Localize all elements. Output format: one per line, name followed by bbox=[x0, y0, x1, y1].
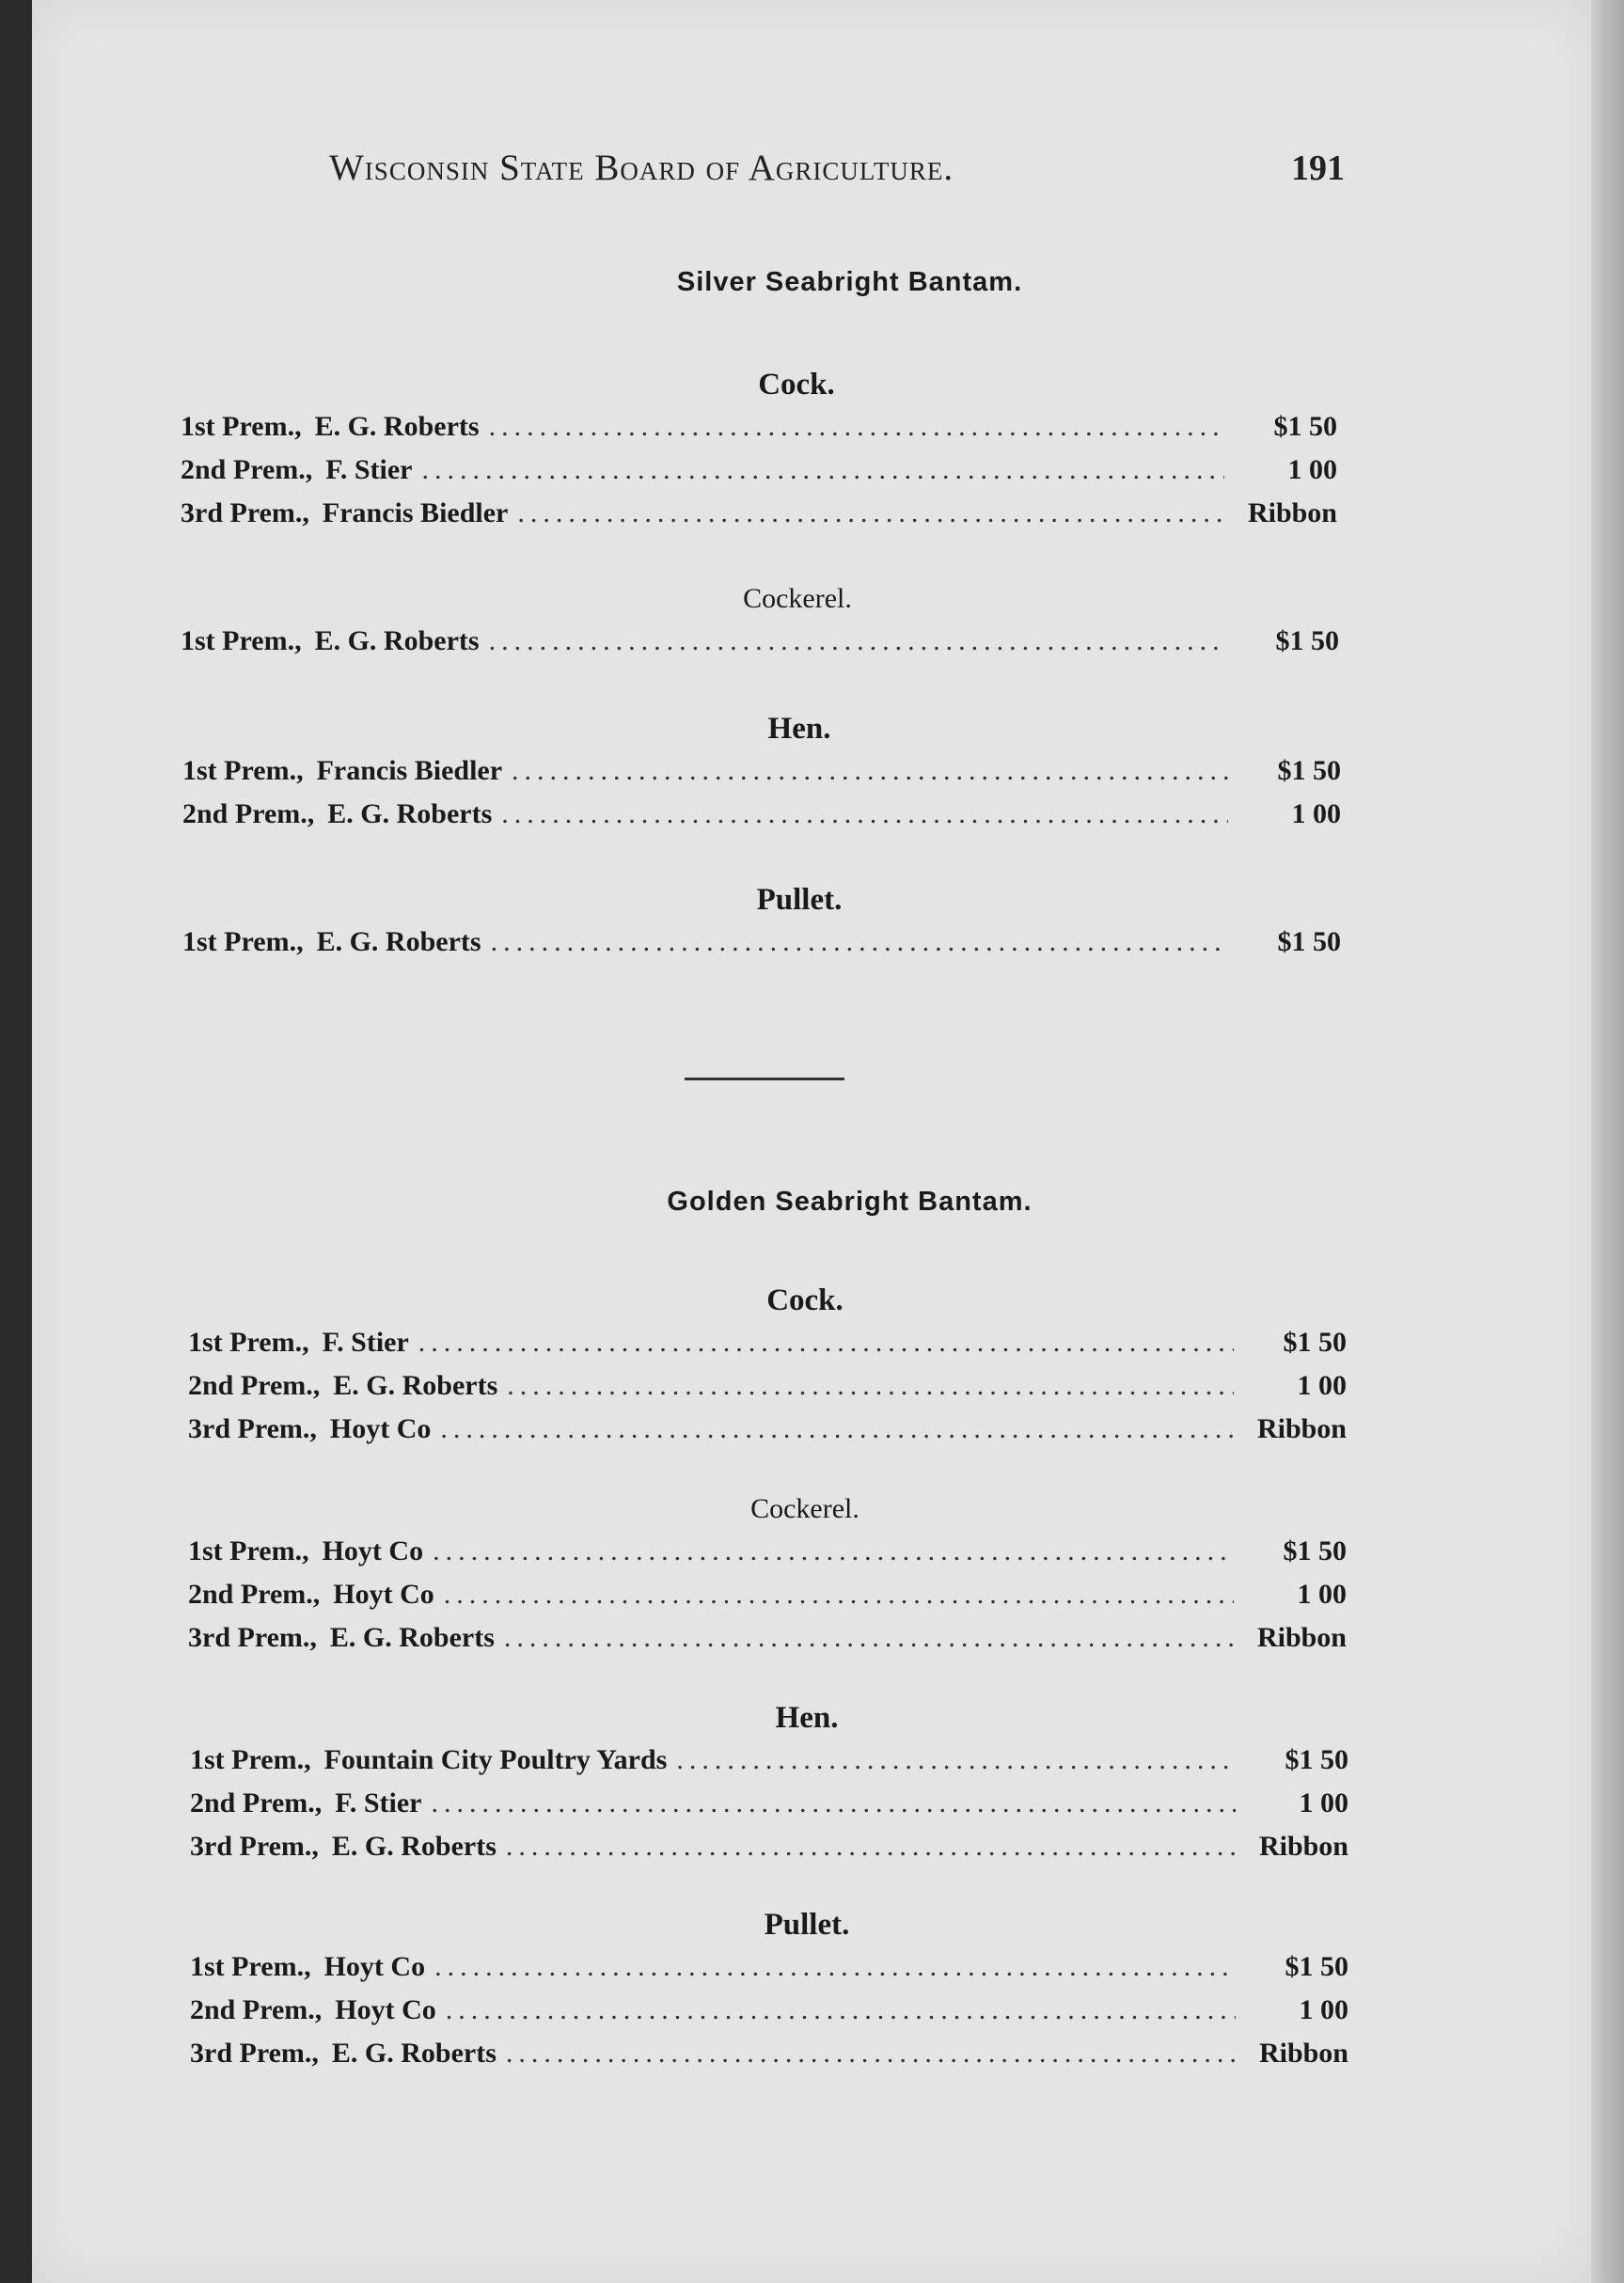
section-silver-seabright bbox=[0, 267, 1624, 964]
award-amount: Ribbon bbox=[1256, 1413, 1347, 1444]
dot-leader bbox=[506, 2032, 1236, 2075]
dot-leader bbox=[676, 1739, 1236, 1782]
award-entry bbox=[190, 1825, 1348, 1868]
exhibitor-name: E. G. Roberts bbox=[331, 1831, 497, 1862]
award-entry bbox=[182, 793, 1341, 836]
dot-leader bbox=[517, 492, 1224, 535]
award-amount: $1 50 bbox=[1277, 755, 1341, 786]
exhibitor-name: E. G. Roberts bbox=[314, 625, 480, 656]
section-divider bbox=[685, 1078, 844, 1080]
award-entry bbox=[181, 449, 1337, 492]
place-label: 1st Prem., bbox=[188, 1535, 309, 1567]
award-amount: $1 50 bbox=[1283, 1327, 1347, 1358]
dot-leader bbox=[506, 1825, 1236, 1868]
place-label: 1st Prem., bbox=[181, 625, 302, 656]
dot-leader bbox=[489, 620, 1226, 663]
award-entry bbox=[190, 1945, 1348, 1989]
exhibitor-name: E. G. Roberts bbox=[327, 798, 493, 829]
group-title: Cock. bbox=[758, 368, 835, 401]
award-amount: 1 00 bbox=[1297, 1370, 1347, 1401]
award-amount: $1 50 bbox=[1277, 926, 1341, 957]
section-title: Silver Seabright Bantam. bbox=[676, 267, 1023, 297]
dot-leader bbox=[489, 405, 1224, 449]
group-cockerel bbox=[0, 1488, 1347, 1660]
group-title: Hen. bbox=[775, 1701, 839, 1735]
dot-leader bbox=[446, 1989, 1236, 2032]
award-entry bbox=[190, 2032, 1348, 2075]
award-entry bbox=[190, 1989, 1348, 2032]
exhibitor-name: Hoyt Co bbox=[323, 1951, 426, 1982]
group-title: Cockerel. bbox=[743, 583, 852, 614]
award-amount: 1 00 bbox=[1299, 1787, 1348, 1819]
place-label: 3rd Prem., bbox=[190, 2038, 319, 2069]
group-title: Pullet. bbox=[764, 1908, 850, 1942]
place-label: 2nd Prem., bbox=[190, 1994, 323, 2025]
dot-leader bbox=[440, 1408, 1234, 1451]
award-entry bbox=[188, 1408, 1347, 1451]
place-label: 1st Prem., bbox=[182, 755, 304, 786]
group-pullet bbox=[0, 1904, 1348, 2075]
exhibitor-name: E. G. Roberts bbox=[331, 2038, 497, 2069]
dot-leader bbox=[433, 1530, 1234, 1573]
group-cock bbox=[0, 364, 1337, 535]
award-amount: 1 00 bbox=[1297, 1579, 1347, 1610]
award-amount: 1 00 bbox=[1287, 454, 1337, 485]
place-label: 1st Prem., bbox=[190, 1951, 311, 1982]
exhibitor-name: F. Stier bbox=[322, 1327, 409, 1358]
place-label: 1st Prem., bbox=[188, 1327, 309, 1358]
award-amount: Ribbon bbox=[1258, 1831, 1348, 1862]
award-amount: Ribbon bbox=[1247, 497, 1337, 528]
exhibitor-name: F. Stier bbox=[335, 1787, 422, 1819]
award-amount: $1 50 bbox=[1283, 1535, 1347, 1567]
award-amount: 1 00 bbox=[1299, 1994, 1348, 2025]
place-label: 1st Prem., bbox=[182, 926, 304, 957]
exhibitor-name: F. Stier bbox=[325, 454, 413, 485]
group-title: Hen. bbox=[767, 712, 831, 746]
award-entry bbox=[181, 492, 1337, 535]
group-title: Pullet. bbox=[756, 883, 843, 917]
section-title: Golden Seabright Bantam. bbox=[667, 1187, 1033, 1217]
award-entry bbox=[181, 405, 1337, 449]
place-label: 1st Prem., bbox=[181, 411, 302, 442]
dot-leader bbox=[501, 793, 1228, 836]
dot-leader bbox=[491, 921, 1228, 964]
running-title: Wisconsin State Board of Agriculture. bbox=[329, 148, 954, 188]
group-pullet bbox=[0, 879, 1341, 964]
exhibitor-name: Hoyt Co bbox=[335, 1994, 436, 2025]
dot-leader bbox=[422, 449, 1225, 492]
group-title: Cock. bbox=[766, 1283, 844, 1317]
group-hen bbox=[0, 708, 1341, 836]
exhibitor-name: E. G. Roberts bbox=[333, 1370, 498, 1401]
section-golden-seabright bbox=[0, 1187, 1624, 2075]
place-label: 2nd Prem., bbox=[181, 454, 313, 485]
place-label: 3rd Prem., bbox=[188, 1622, 317, 1653]
dot-leader bbox=[434, 1945, 1236, 1989]
award-entry bbox=[188, 1321, 1347, 1364]
place-label: 3rd Prem., bbox=[181, 497, 309, 528]
award-amount: Ribbon bbox=[1258, 2038, 1348, 2069]
dot-leader bbox=[418, 1321, 1234, 1364]
dot-leader bbox=[512, 749, 1228, 793]
page-number: 191 bbox=[1291, 149, 1345, 188]
award-amount: $1 50 bbox=[1273, 411, 1337, 442]
award-entry bbox=[190, 1739, 1348, 1782]
award-amount: Ribbon bbox=[1256, 1622, 1347, 1653]
award-amount: $1 50 bbox=[1275, 625, 1339, 656]
award-entry bbox=[181, 620, 1339, 663]
award-entry bbox=[188, 1616, 1347, 1660]
exhibitor-name: E. G. Roberts bbox=[316, 926, 481, 957]
place-label: 2nd Prem., bbox=[188, 1579, 321, 1610]
exhibitor-name: Hoyt Co bbox=[329, 1413, 432, 1444]
place-label: 3rd Prem., bbox=[188, 1413, 317, 1444]
dot-leader bbox=[444, 1573, 1234, 1616]
group-hen bbox=[0, 1697, 1348, 1868]
group-cock bbox=[0, 1280, 1347, 1451]
award-entry bbox=[182, 749, 1341, 793]
exhibitor-name: Fountain City Poultry Yards bbox=[323, 1744, 668, 1775]
award-amount: 1 00 bbox=[1291, 798, 1341, 829]
running-head bbox=[329, 147, 1345, 189]
dot-leader bbox=[507, 1364, 1234, 1408]
exhibitor-name: Francis Biedler bbox=[322, 497, 509, 528]
exhibitor-name: E. G. Roberts bbox=[329, 1622, 495, 1653]
group-cockerel bbox=[0, 578, 1339, 663]
award-amount: $1 50 bbox=[1285, 1951, 1348, 1982]
award-entry bbox=[188, 1573, 1347, 1616]
award-entry bbox=[188, 1530, 1347, 1573]
place-label: 2nd Prem., bbox=[190, 1787, 323, 1819]
exhibitor-name: E. G. Roberts bbox=[314, 411, 480, 442]
dot-leader bbox=[432, 1782, 1237, 1825]
group-title: Cockerel. bbox=[750, 1493, 859, 1524]
award-amount: $1 50 bbox=[1285, 1744, 1348, 1775]
place-label: 2nd Prem., bbox=[182, 798, 315, 829]
award-entry bbox=[190, 1782, 1348, 1825]
place-label: 3rd Prem., bbox=[190, 1831, 319, 1862]
award-entry bbox=[188, 1364, 1347, 1408]
dot-leader bbox=[504, 1616, 1234, 1660]
place-label: 1st Prem., bbox=[190, 1744, 311, 1775]
award-entry bbox=[182, 921, 1341, 964]
exhibitor-name: Hoyt Co bbox=[333, 1579, 434, 1610]
exhibitor-name: Hoyt Co bbox=[322, 1535, 424, 1567]
exhibitor-name: Francis Biedler bbox=[316, 755, 503, 786]
place-label: 2nd Prem., bbox=[188, 1370, 321, 1401]
